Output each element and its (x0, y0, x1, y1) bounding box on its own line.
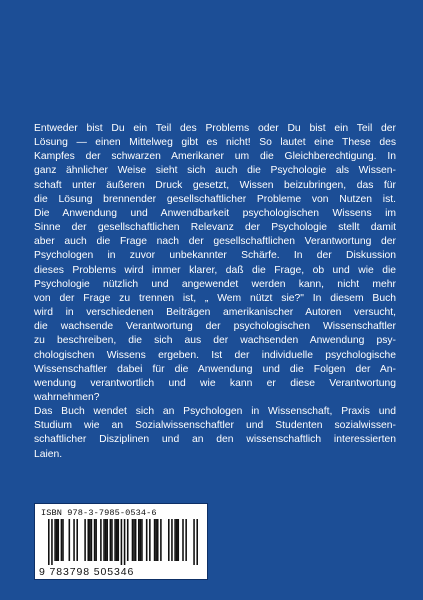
blurb-line: ganz ähnlicher Weise sieht sich auch die Psychologie als Wissen- (34, 165, 396, 177)
blurb-line: Lösung — einen Mittelweg gibt es nicht! So lautet eine These des (34, 137, 396, 149)
barcode-bar (146, 519, 148, 561)
blurb-line: zu beschreiben, die sich aus der wachsenden Anwendung psy- (34, 335, 396, 347)
barcode-bar (196, 519, 198, 565)
blurb-line: wahrnehmen? (34, 391, 100, 403)
barcode-bar (51, 519, 53, 565)
isbn-barcode-label (34, 503, 208, 580)
barcode-bar (185, 519, 187, 561)
barcode-bar (182, 519, 184, 561)
barcode-bar (127, 519, 129, 561)
barcode-bar (103, 519, 105, 561)
barcode-bar (141, 519, 143, 561)
barcode-bar (174, 519, 176, 561)
barcode-bar (177, 519, 179, 561)
blurb-line: Psychologie nützlich und angewendet werden kann, nicht mehr (34, 278, 396, 290)
blurb-line: von der Frage zu trennen ist, „ Wem nützt sie?" In diesem Buch (34, 292, 396, 304)
barcode-bar (54, 519, 56, 561)
barcode-bar (73, 519, 75, 561)
blurb-text (34, 122, 396, 462)
barcode-bar (105, 519, 107, 561)
blurb-line: Wissenschaftler dabei für die Anwendung und die Folgen der An- (34, 363, 396, 375)
blurb-line: aber auch die Frage nach der gesellschaftlichen Verantwortung der (34, 236, 396, 248)
barcode-bar (84, 519, 86, 561)
barcode-bar (48, 519, 50, 565)
blurb-line: Studium wie an Sozialwissenschaftler und Studenten sozialwissen- (34, 420, 396, 432)
blurb-line: Entweder bist Du ein Teil des Problems oder Du bist ein Teil der (34, 123, 396, 134)
barcode-bar (171, 519, 173, 561)
blurb-line: wendung verantwortlich und wie kann er diese Verantwortung (34, 377, 396, 389)
barcode-bar (114, 519, 116, 561)
barcode-bar (121, 519, 123, 565)
barcode-bar (157, 519, 159, 561)
barcode-bar (140, 519, 142, 561)
blurb-line: chologischen Wissens ergeben. Ist der individuelle psychologische (34, 349, 396, 361)
barcode-bar (111, 519, 113, 561)
barcode-bar (135, 519, 137, 561)
barcode-bar (56, 519, 58, 561)
barcode-bar (160, 519, 162, 561)
blurb-line: dieses Problems wird immer klarer, daß die Frage, ob und wie die (34, 264, 396, 276)
barcode-bar (87, 519, 89, 561)
blurb-line: Laien. (34, 448, 63, 460)
blurb-line: Psychologen in zuvor unbekannter Schärfe. In der Diskussion (34, 250, 396, 262)
barcode-bar (154, 519, 156, 561)
barcode-bar (155, 519, 157, 561)
barcode-bar (100, 519, 102, 561)
blurb-line: schaftlicher Disziplinen und an den wissenschaftlich interessierten (34, 434, 396, 446)
barcode-bar (62, 519, 64, 561)
barcode-bar (106, 519, 108, 561)
blurb-line: die wachsende Verantwortung der psychologischen Wissenschaftler (34, 321, 396, 333)
barcode-bar (133, 519, 135, 561)
barcode-bar (117, 519, 119, 561)
blurb-line: Das Buch wendet sich an Psychologen in Wissenschaft, Praxis und (34, 406, 396, 418)
barcode-bar (69, 519, 71, 561)
blurb-line: schaft unter äußeren Druck gesetzt, Wissen beizubringen, das für (34, 179, 396, 191)
barcode-bars (48, 519, 198, 565)
blurb-line: Sinne der gesellschaftlichen Relevanz der Psychologie stellt damit (34, 222, 396, 234)
barcode-bar (95, 519, 97, 561)
blurb-line: Die Anwendung und Anwendbarkeit psychologischen Wissens im (34, 207, 396, 219)
barcode-bar (91, 519, 93, 561)
barcode-bar (61, 519, 63, 561)
barcode-bar (124, 519, 126, 565)
barcode-bar (116, 519, 118, 561)
barcode-bar (132, 519, 134, 561)
barcode-bar (168, 519, 170, 561)
barcode-bar (149, 519, 151, 561)
barcode-number: 9 783798 505346 (39, 566, 135, 578)
barcode-bar (138, 519, 140, 561)
barcode-bar (89, 519, 91, 561)
blurb-line: Kampfes der schwarzen Amerikaner um die Gleichberechtigung. In (34, 151, 396, 163)
blurb-line: wird in verschiedenen Beiträgen amerikanischer Autoren versucht, (34, 307, 396, 319)
barcode-bar (94, 519, 96, 561)
barcode-bar (193, 519, 195, 565)
barcode-bar (110, 519, 112, 561)
barcode-bar (57, 519, 59, 561)
barcode-bar (76, 519, 78, 561)
blurb-line: die Lösung brennender gesellschaftlicher Probleme von Nutzen ist. (34, 193, 396, 205)
barcode-bar (176, 519, 178, 561)
isbn-text: ISBN 978-3-7985-0534-6 (41, 508, 157, 518)
